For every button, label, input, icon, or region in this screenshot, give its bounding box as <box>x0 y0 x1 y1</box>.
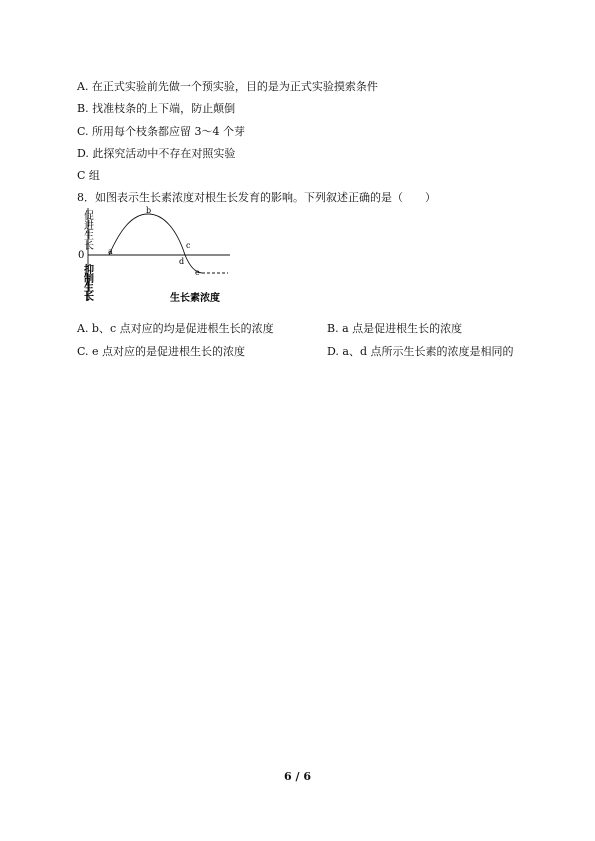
point-label-c: c <box>186 241 191 250</box>
question-8-option-c: C. e 点对应的是促进根生长的浓度 <box>77 345 246 358</box>
y-top-label-char: 促 <box>84 211 94 222</box>
question-8-option-d: D. a、d 点所示生长素的浓度是相同的 <box>327 345 514 358</box>
point-label-a: a <box>108 247 113 256</box>
auxin-root-growth-chart <box>78 204 232 304</box>
point-label-e: e <box>195 268 200 277</box>
y-bottom-label-char: 抑 <box>84 265 94 276</box>
page-number: 6 / 6 <box>284 770 311 783</box>
point-label-b: b <box>146 206 152 215</box>
x-axis-label: 生长素浓度 <box>170 293 220 304</box>
origin-label: 0 <box>78 250 85 261</box>
y-bottom-label-char: 生 <box>84 283 94 294</box>
y-bottom-label-char: 制 <box>84 274 94 285</box>
y-top-label-char: 长 <box>84 241 94 252</box>
y-top-label-char: 生 <box>84 231 94 242</box>
option-b-line: B. 找准枝条的上下端，防止颠倒 <box>77 102 236 115</box>
option-c-line: C. 所用每个枝条都应留 3～4 个芽 <box>77 125 246 138</box>
question-8-option-a: A. b、c 点对应的均是促进根生长的浓度 <box>77 322 274 335</box>
y-top-label-char: 进 <box>84 221 94 232</box>
option-d-line: D. 此探究活动中不存在对照实验 <box>77 147 236 160</box>
point-label-d: d <box>179 257 185 266</box>
answer-line: C 组 <box>77 169 100 182</box>
y-bottom-label-char: 长 <box>84 292 94 303</box>
question-8-option-b: B. a 点是促进根生长的浓度 <box>327 322 463 335</box>
option-a-line: A. 在正式实验前先做一个预实验，目的是为正式实验摸索条件 <box>77 80 378 93</box>
question-8-stem: 8．如图表示生长素浓度对根生长发育的影响。下列叙述正确的是（ ） <box>77 191 436 204</box>
